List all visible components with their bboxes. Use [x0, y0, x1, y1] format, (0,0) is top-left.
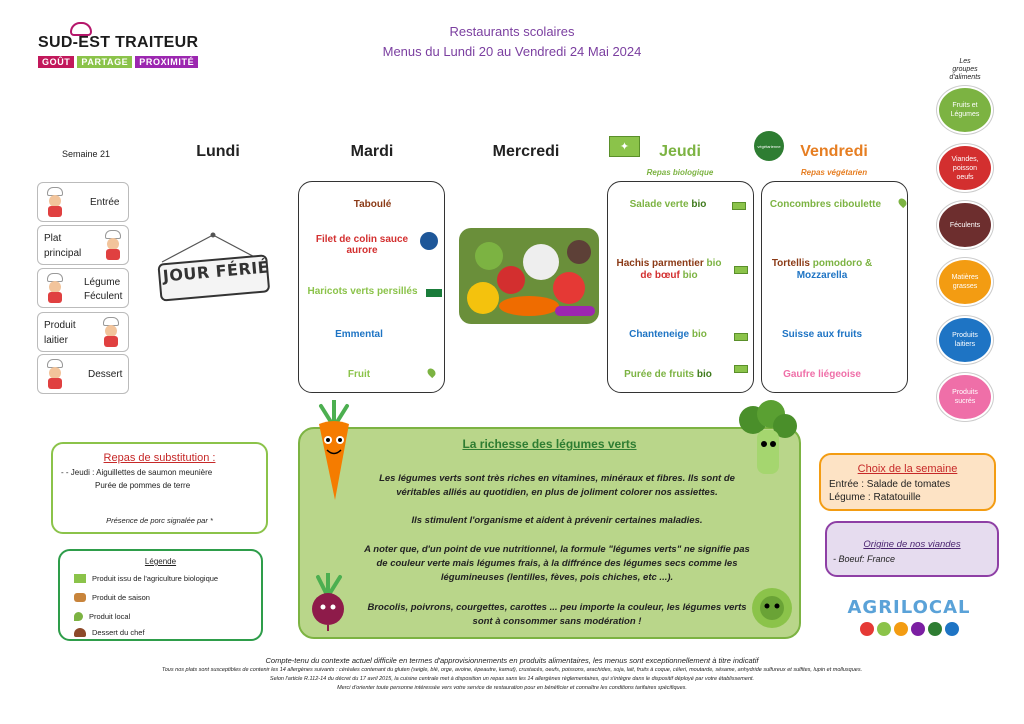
cupcake-icon: [74, 628, 86, 637]
category-laitier: Produit laitier: [37, 312, 129, 352]
choix-title: Choix de la semaine: [857, 463, 958, 475]
jeudi-plat: Hachis parmentier bio de bœuf bio: [616, 258, 722, 281]
chef-icon: [44, 273, 66, 303]
mardi-legume: Haricots verts persillés: [307, 286, 418, 297]
vegetarian-badge-icon: végétarienne: [754, 131, 784, 161]
jeudi-legume: Chanteneige bio: [629, 329, 707, 340]
vendredi-dessert: Gaufre liégeoise: [783, 369, 861, 380]
page-title: Restaurants scolaires: [449, 24, 575, 39]
local-pin-icon: [74, 612, 83, 621]
label-tag-icon: [426, 289, 442, 297]
category-entree: Entrée: [37, 182, 129, 222]
footer-contact: Merci d'orienter toute personne intéressée vers votre service de restauration pour en bénéficier et connaître les conditions tarifaires spécifiques.: [337, 685, 687, 691]
chef-icon: [44, 187, 66, 217]
vendredi-laitier: Suisse aux fruits: [781, 329, 863, 340]
legende-title: Légende: [144, 557, 177, 566]
broccoli-mascot-icon: [733, 400, 799, 480]
category-legume: Légume Féculent: [37, 268, 129, 308]
jeudi-entree: Salade verte bio: [629, 199, 707, 210]
vendredi-menu: [761, 181, 908, 393]
day-mercredi: Mercredi: [492, 143, 560, 160]
bio-leaf-icon: [74, 574, 86, 583]
substitution-panel: [51, 442, 268, 534]
article-panel: [298, 427, 801, 639]
bio-leaf-icon: [734, 266, 748, 274]
local-pin-icon: [897, 197, 908, 208]
substitution-line1: - - Jeudi : Aiguillettes de saumon meunière: [61, 468, 213, 477]
local-pin-icon: [426, 367, 437, 378]
origine-title: Origine de nos viandes: [863, 539, 961, 550]
legende-local: Produit local: [74, 612, 130, 621]
eu-bio-logo-icon: ✦: [609, 136, 640, 157]
jeudi-subtitle: Repas biologique: [646, 168, 714, 177]
mardi-laitier: Emmental: [335, 329, 383, 340]
tagline-gout: GOÛT: [38, 56, 74, 68]
week-label: Semaine 21: [62, 149, 111, 159]
legende-panel: [58, 549, 263, 641]
day-mardi: Mardi: [350, 143, 394, 160]
vendredi-plat: Tortellis pomodoro & Mozzarella: [771, 258, 873, 281]
legende-saison: Produit de saison: [74, 593, 150, 602]
food-group-produits-laitiers: Produits laitiers: [937, 316, 993, 364]
chef-icon: [44, 359, 66, 389]
choix-line1: Entrée : Salade de tomates: [829, 479, 951, 490]
jour-ferie-text: JOUR FÉRIÉ: [162, 257, 270, 286]
footer-notice: Compte-tenu du contexte actuel difficile en termes d'approvisionnements en produits alimentaires, les menus sont exceptionnellement à titre indicatif: [265, 656, 759, 665]
article-p2: Ils stimulent l'organisme et aident à prévenir certaines maladies.: [411, 515, 703, 526]
peche-durable-icon: [420, 232, 438, 250]
porc-notice: Présence de porc signalée par *: [106, 516, 213, 525]
bio-leaf-icon: [732, 202, 746, 210]
mardi-menu: [298, 181, 445, 393]
food-group-produits-sucres: Produits sucrés: [937, 373, 993, 421]
food-group-matieres-grasses: Matières grasses: [937, 258, 993, 306]
bio-leaf-icon: [734, 333, 748, 341]
cabbage-mascot-icon: [748, 584, 796, 630]
origine-line1: - Boeuf: France: [833, 554, 896, 564]
vendredi-entree: Concombres ciboulette: [769, 199, 882, 210]
substitution-line2: Purée de pommes de terre: [95, 481, 191, 490]
article-title: La richesse des légumes verts: [462, 437, 637, 451]
article-p3: A noter que, d'un point de vue nutritionnel, la formule "légumes verts" ne signifie pas de couleur verte mais légumes frais, à la diffrénce des légumes secs comme les légumineuses (lentilles, fèves, pois chiches, etc ...).: [364, 544, 750, 583]
day-vendredi: Vendredi: [800, 143, 868, 160]
footer-allergens: Tous nos plats sont susceptibles de contenir les 14 allergènes suivants : céréales contenant du gluten (seigle, blé, orge, avoine, épeautre, kamut), crustacés, oeufs, poissons, arachides, soja, lait, fruits à coque, céleri, moutarde, sésame, anhydride sulfureux et sulfites, lupin et mollusques.: [161, 667, 863, 673]
food-group-fruits-legumes: Fruits et Légumes: [937, 86, 993, 134]
food-group-viandes: Viandes, poisson oeufs: [937, 144, 993, 192]
legende-bio: Produit issu de l'agriculture biologique: [74, 574, 218, 583]
day-lundi: Lundi: [196, 143, 240, 160]
chef-icon: [100, 317, 122, 347]
jeudi-dessert: Purée de fruits bio: [624, 369, 712, 380]
brand-name: SUD-EST TRAITEUR: [38, 34, 199, 51]
beet-mascot-icon: [306, 573, 350, 631]
footer-article: Selon l'article R.112-14 du décret du 17 avril 2015, la cuisine centrale met à disposition un repas sans les 14 allergènes règlementaires, qui s'intègre dans le dispositif déployé par votre établissement.: [269, 676, 755, 682]
substitution-title: Repas de substitution :: [103, 452, 216, 464]
page-subtitle: Menus du Lundi 20 au Vendredi 24 Mai 2024: [382, 44, 642, 59]
article-p1: Les légumes verts sont très riches en vitamines, minéraux et fibres. Ils sont de véritables alliés au quotidien, en plus de joliment colorer nos assiettes.: [379, 473, 735, 498]
tagline-partage: PARTAGE: [77, 56, 132, 68]
legende-dessert-chef: Dessert du chef: [74, 628, 145, 637]
mardi-plat: Filet de colin sauce aurore: [315, 234, 409, 256]
agrilocal-logo: AGRILOCAL: [830, 597, 988, 645]
bio-leaf-icon: [734, 365, 748, 373]
carrot-mascot-icon: [301, 400, 367, 504]
day-jeudi: Jeudi: [659, 143, 701, 160]
vegetables-photo: [459, 228, 599, 324]
category-dessert: Dessert: [37, 354, 129, 394]
choix-semaine-panel: [819, 453, 996, 511]
jeudi-menu: [607, 181, 754, 393]
choix-line2: Légume : Ratatouille: [829, 492, 921, 503]
agrilocal-veggies-icon: [830, 622, 988, 636]
origine-viandes-panel: [825, 521, 999, 577]
food-group-feculents: Féculents: [937, 201, 993, 249]
chef-icon: [102, 230, 124, 260]
vendredi-subtitle: Repas végétarien: [800, 168, 868, 177]
article-p4: Brocolis, poivrons, courgettes, carottes ... peu importe la couleur, les légumes verts sont à consommer sans modération !: [367, 602, 747, 627]
mardi-entree: Taboulé: [353, 199, 392, 210]
mardi-dessert: Fruit: [347, 369, 371, 380]
tagline-proximite: PROXIMITÉ: [135, 56, 198, 68]
food-groups-title: Les groupes d'aliments: [949, 58, 981, 81]
category-plat: Plat principal: [37, 225, 129, 265]
season-icon: [74, 593, 86, 602]
